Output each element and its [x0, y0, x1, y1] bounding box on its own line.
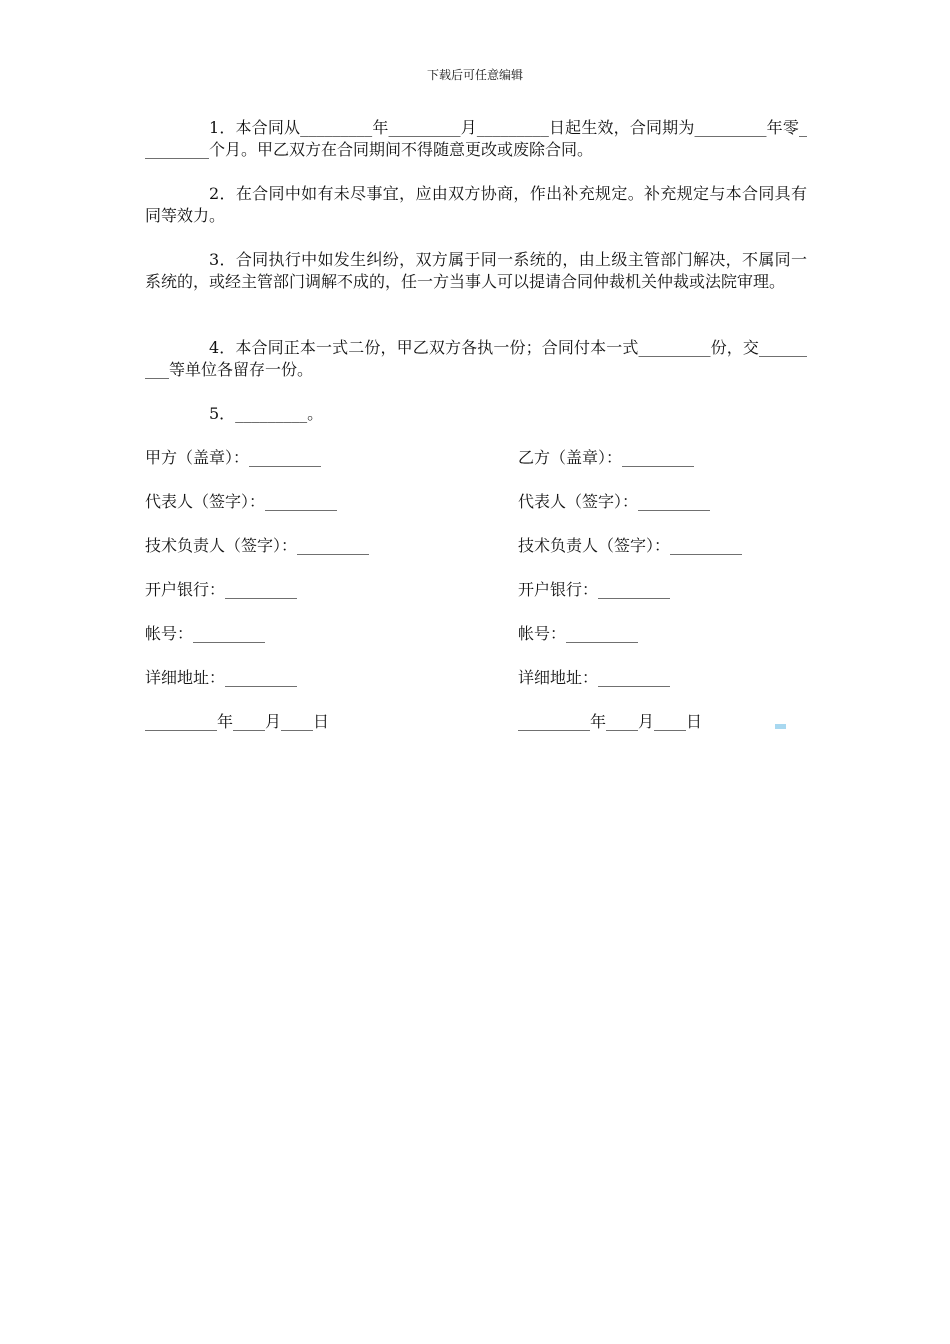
party-b-address: 详细地址：_________	[518, 668, 671, 687]
clause-4: 4．本合同正本一式二份，甲乙双方各执一份；合同付本一式_________份，交_________等单位各留存一份。	[145, 338, 807, 379]
party-a-account: 帐号：_________	[145, 624, 266, 643]
signature-row-tech-lead	[145, 534, 825, 558]
party-a-tech-lead: 技术负责人（签字）：_________	[145, 536, 370, 555]
party-b-bank: 开户银行：_________	[518, 580, 671, 599]
signature-row-date	[145, 710, 825, 734]
party-b-account: 帐号：_________	[518, 624, 639, 643]
party-a-date: _________年____月____日	[145, 712, 330, 731]
party-a-representative: 代表人（签字）：_________	[145, 492, 338, 511]
signature-row-representative	[145, 490, 825, 514]
party-a-seal: 甲方（盖章）：_________	[145, 448, 322, 467]
clause-1: 1．本合同从_________年_________月_________日起生效，合同期为_________年零_________个月。甲乙双方在合同期间不得随意更改或废除合同。	[145, 118, 807, 159]
signature-row-seal	[145, 446, 825, 470]
clause-2: 2．在合同中如有未尽事宜，应由双方协商，作出补充规定。补充规定与本合同具有同等效力。	[145, 184, 807, 225]
party-b-tech-lead: 技术负责人（签字）：_________	[518, 536, 743, 555]
party-b-representative: 代表人（签字）：_________	[518, 492, 711, 511]
signature-row-bank	[145, 578, 825, 602]
signature-row-account	[145, 622, 825, 646]
party-a-address: 详细地址：_________	[145, 668, 298, 687]
party-a-bank: 开户银行：_________	[145, 580, 298, 599]
page-header: 下载后可任意编辑	[426, 68, 523, 82]
party-b-seal: 乙方（盖章）：_________	[518, 448, 695, 467]
signature-row-address	[145, 666, 825, 690]
party-b-date: _________年____月____日	[518, 712, 703, 731]
clause-3: 3．合同执行中如发生纠纷，双方属于同一系统的，由上级主管部门解决，不属同一系统的，或经主管部门调解不成的，任一方当事人可以提请合同仲裁机关仲裁或法院审理。	[145, 250, 807, 291]
highlight-marker	[775, 724, 786, 729]
clause-5: 5．_________。	[209, 404, 324, 423]
